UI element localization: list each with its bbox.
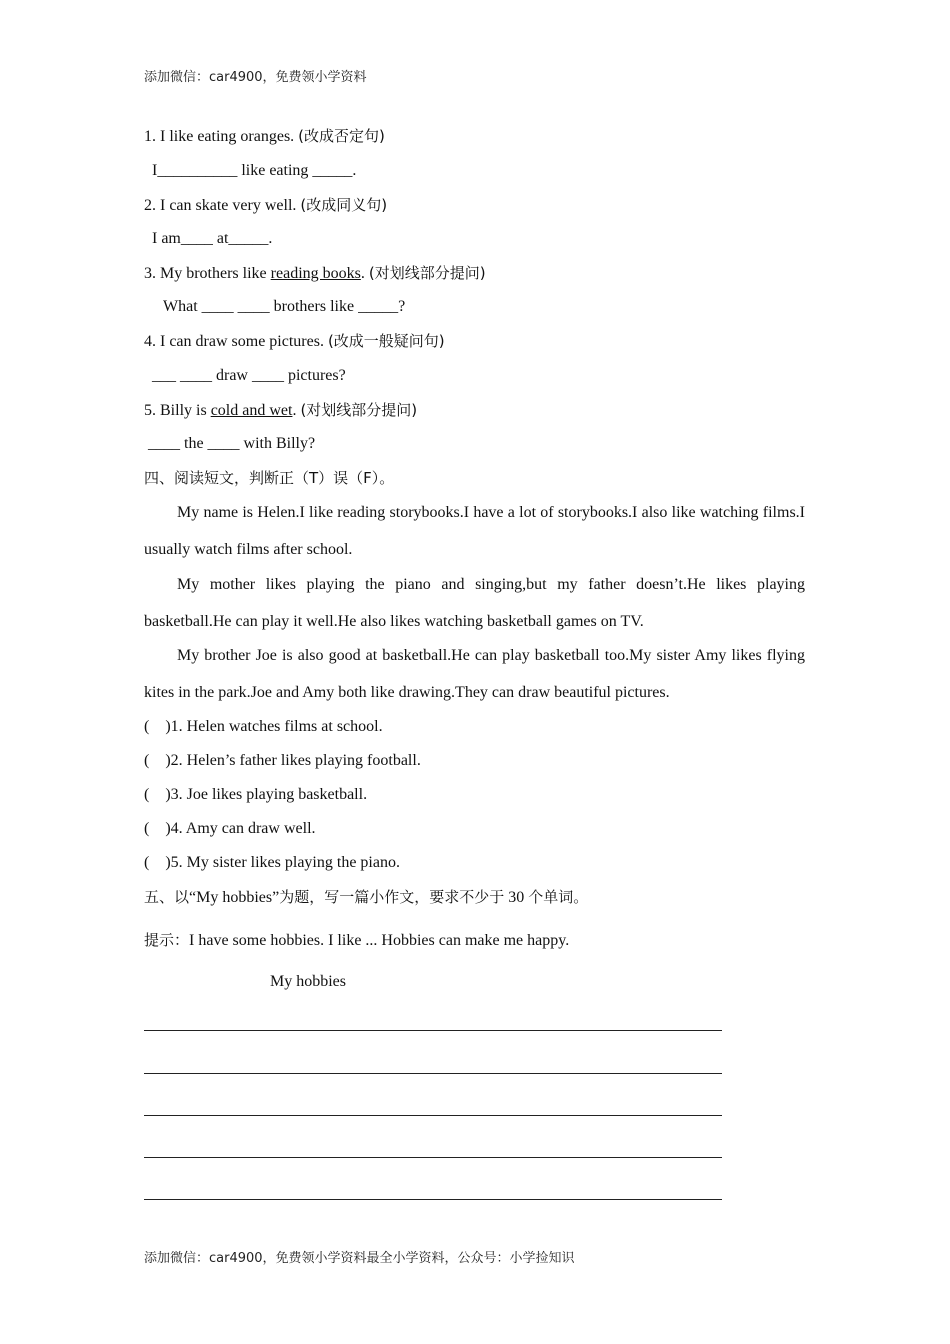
q3-underlined: reading books	[270, 265, 361, 282]
section-5-title: 五、以“My hobbies”为题，写一篇小作文，要求不少于 30 个单词。	[144, 888, 589, 906]
q5-underlined: cold and wet	[210, 402, 293, 419]
q1-note: (改成否定句)	[298, 127, 385, 145]
answer-5: ____ the ____ with Billy?	[148, 435, 316, 452]
writing-line-1	[144, 1030, 722, 1031]
question-4	[144, 331, 445, 352]
q1-text: 1. I like eating oranges.	[144, 128, 299, 145]
q4-text: 4. I can draw some pictures.	[144, 333, 328, 350]
reading-paragraph-3: My brother Joe is also good at basketball.He can play basketball too.My sister Amy likes flying kites in the park.Joe and Amy both like drawing.They can draw beautiful pictures.	[144, 647, 805, 701]
page-header: 添加微信：car4900，免费领小学资料	[144, 70, 367, 85]
judge-item-2: ( )2. Helen’s father likes playing football.	[144, 752, 421, 769]
q3-note: (对划线部分提问)	[368, 264, 486, 282]
essay-title: My hobbies	[270, 973, 346, 990]
question-1	[144, 126, 385, 147]
section-4-title: 四、阅读短文，判断正（T）误（F）。	[144, 469, 395, 487]
question-5	[144, 400, 417, 421]
reading-paragraph-2: My mother likes playing the piano and singing,but my father doesn’t.He likes playing basketball.He can play it well.He also likes watching basketball games on TV.	[144, 576, 805, 630]
judge-item-1: ( )1. Helen watches films at school.	[144, 718, 383, 735]
question-2	[144, 195, 387, 216]
writing-line-2	[144, 1073, 722, 1074]
q2-text: 2. I can skate very well.	[144, 197, 301, 214]
question-3	[144, 263, 486, 284]
answer-3: What ____ ____ brothers like _____?	[163, 298, 406, 315]
q3-text: 3. My brothers like	[144, 265, 271, 282]
q5-post: .	[292, 402, 301, 419]
answer-1: I__________ like eating _____.	[152, 162, 357, 179]
judge-item-5: ( )5. My sister likes playing the piano.	[144, 854, 400, 871]
writing-line-4	[144, 1157, 722, 1158]
page-footer: 添加微信：car4900，免费领小学资料最全小学资料，公众号：小学捡知识	[144, 1251, 575, 1266]
hint-line	[144, 930, 569, 951]
writing-line-3	[144, 1115, 722, 1116]
answer-2: I am____ at_____.	[152, 230, 273, 247]
q5-text: 5. Billy is	[144, 402, 211, 419]
q4-note: (改成一般疑问句)	[327, 332, 445, 350]
hint-label: 提示：	[144, 931, 190, 949]
q3-post: .	[360, 265, 369, 282]
judge-item-4: ( )4. Amy can draw well.	[144, 820, 316, 837]
judge-item-3: ( )3. Joe likes playing basketball.	[144, 786, 368, 803]
answer-4: ___ ____ draw ____ pictures?	[152, 367, 346, 384]
writing-line-5	[144, 1199, 722, 1200]
q2-note: (改成同义句)	[300, 196, 388, 214]
reading-paragraph-1: My name is Helen.I like reading storybooks.I have a lot of storybooks.I also like watching films.I usually watch films after school.	[144, 504, 805, 558]
hint-text: I have some hobbies. I like ... Hobbies can make me happy.	[189, 932, 570, 949]
q5-note: (对划线部分提问)	[300, 401, 418, 419]
